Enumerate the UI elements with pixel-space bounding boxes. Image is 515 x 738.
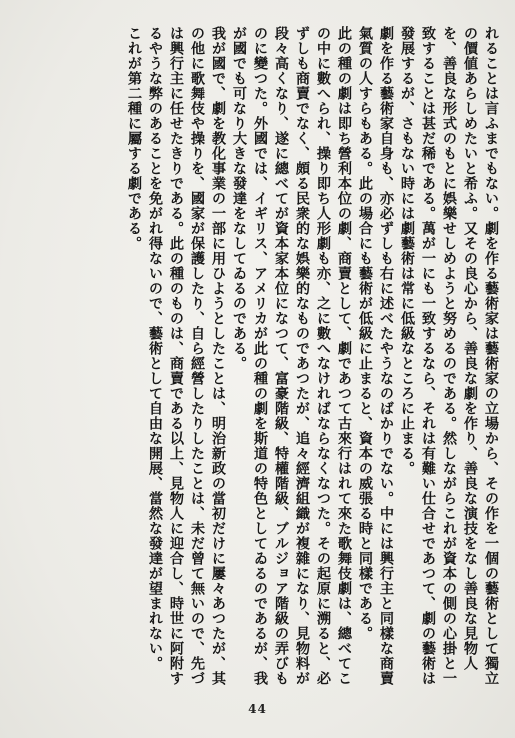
paragraph-1: れることは言ふまでもない。劇を作る藝術家は藝術家の立場から、その作を一個の藝術として獨立の價値あらしめたいと希ふ。又その良心から、善良な劇を作り、善良な演技をなし善良な見物人を、善良な形式のもとに娯樂せしめようと努めるのである。然しながらこれが資本の側の心掛と一致することは甚だ稀である。萬が一にも一致するなら、それは有難い仕合せであつて、劇の藝術は發展するが、さもない時には劇藝術は常に低級なところに止まる。 <box>399 26 499 686</box>
page-number: 44 <box>248 702 267 716</box>
vertical-text-body <box>10 26 501 698</box>
paragraph-3: 此の種の劇は即ち營利本位の劇、商賣として、劇であつて古來行はれて來た歌舞伎劇は、總べてこの中に數へられ、操り即ち人形劇も亦、之に數へなければならなくなつた。その起原に溯ると、必ずしも商賣でなく、頗る民衆的な娯樂的なものであつたが、追々經濟組織が複雜になり、見物料が段々高くなり、遂に總べてが資本家本位になつて、富豪階級、特權階級、ブルジョア階級の弄びものに變つた。外國では、イギリス、アメリカが此の種の劇を斯道の特色としてゐるのであるが、我が國でも可なり大きな發達をなしてゐるのである。 <box>231 26 352 686</box>
paragraph-4: 我が國で、劇を教化事業の一部に用ひようとしたことは、明治新政の當初だけに屢々あつたが、其の他に歌舞伎や操りを、國家が保護したり、自ら經營したりしたことは、未だ曾て無いので、先づは興行主に任せたきりである。此の種のものは、商賣である以上、見物人に迎合し、時世に阿附するやうな弊のあることを免がれ得ないので、藝術として自由な開展、當然な發達が望まれない。 <box>147 26 226 686</box>
paragraph-2: 劇を作る藝術家自身も、亦必ずしも右に述べたやうなのばかりでない。中には興行主と同樣な商賣氣質の人すらもある。此の場合にも藝術が低級に止まると、資本の威張る時と同樣である。 <box>357 26 394 686</box>
paragraph-5: これが第二種に屬する劇である。 <box>126 26 142 251</box>
